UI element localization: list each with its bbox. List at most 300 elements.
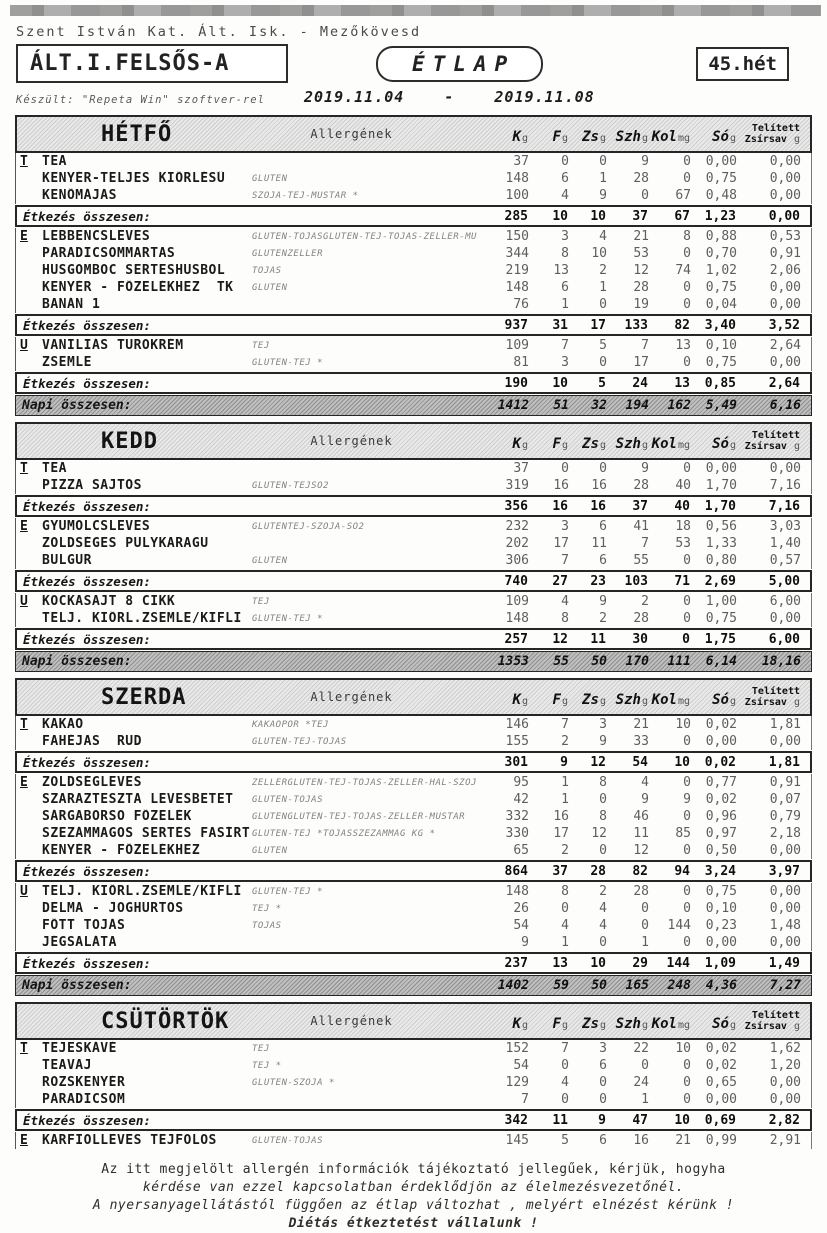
dish-allergens: ZELLERGLUTÉN-TEJ-TOJÁS-ZELLER-HAL-SZÓJ	[252, 777, 477, 788]
dish-value: 0,00	[769, 901, 801, 916]
column-label: Szh	[615, 129, 641, 145]
dish-value: 6	[561, 280, 569, 295]
dish-value: 13	[553, 263, 569, 278]
dish-value: 129	[505, 1075, 529, 1090]
meal-total-value: 6,00	[768, 631, 800, 647]
row-values	[480, 632, 810, 647]
column-label: K	[512, 129, 521, 145]
day-name: KEDD	[101, 428, 158, 454]
column-headers	[480, 1010, 810, 1032]
dish-value: 0	[683, 884, 691, 899]
row-values	[480, 574, 810, 589]
day-table	[15, 1002, 812, 1149]
dish-value: 0,91	[769, 775, 801, 790]
dish-value: 0,53	[769, 229, 801, 244]
dish-value: 0	[683, 594, 691, 609]
dish-value: 232	[505, 519, 529, 534]
dish-value: 0,75	[705, 171, 737, 186]
dish-allergens: GLUTÉN-TEJ *	[252, 613, 324, 624]
meal-total-value: 37	[632, 498, 648, 514]
dish-value: 0,75	[705, 611, 737, 626]
column-headers	[480, 123, 810, 145]
meal-total-value: 10	[674, 1112, 690, 1128]
dish-allergens: GLUTÉN-TOJÁSGLUTÉN-TEJ-TOJÁS-ZELLER-MU	[252, 231, 477, 242]
dish-value: 0,75	[705, 884, 737, 899]
dish-value: 155	[505, 734, 529, 749]
dish-allergens: GLUTÉN-SZÓJA *	[252, 1077, 335, 1088]
dish-value: 8	[561, 611, 569, 626]
dish-value: 13	[675, 338, 691, 353]
meal-total-value: 10	[590, 955, 606, 971]
meal-total-value: 0,02	[704, 754, 736, 770]
meal-total-value: 82	[674, 317, 690, 333]
column-label: Szh	[615, 1016, 641, 1032]
dish-name: PARADICSOM	[42, 1092, 126, 1107]
dish-value: 0,00	[769, 1075, 801, 1090]
dish-value: 65	[513, 843, 529, 858]
dish-value: 2	[599, 263, 607, 278]
dish-allergens: TEJ *	[252, 1060, 282, 1071]
row-values	[480, 864, 810, 879]
week-number-box: 45.hét	[696, 47, 789, 81]
dish-value: 0,00	[769, 154, 801, 169]
scan-artifact-strip	[10, 5, 821, 16]
dish-name: TEA	[42, 461, 67, 476]
column-label: Só	[712, 692, 729, 708]
dish-allergens: GLUTÉN-TOJÁS	[252, 794, 324, 805]
row-values	[480, 956, 810, 971]
dish-value: 1,48	[769, 918, 801, 933]
meal-total-value: 1,49	[768, 955, 800, 971]
dish-value: 306	[505, 553, 529, 568]
meal-total-value: 10	[590, 208, 606, 224]
dish-row	[15, 460, 812, 477]
meal-total-row	[15, 372, 812, 394]
dish-value: 1,81	[769, 717, 801, 732]
footer-notes	[0, 1161, 827, 1233]
dish-name: KENYÉR - FŐZELÉKHEZ	[42, 843, 201, 858]
allergen-column-header: Allergének	[310, 1014, 393, 1028]
dish-allergens: GLUTÉN	[252, 173, 288, 184]
meal-total-value: 54	[632, 754, 648, 770]
meal-total-label: Étkezés összesen:	[23, 498, 151, 514]
dish-name: KENŐMÁJAS	[42, 188, 117, 203]
dish-value: 1	[561, 775, 569, 790]
footer-line: kérdése van ezzel kapcsolatban érdeklődjön az élelmezésvezetőnél.	[142, 1180, 685, 1195]
dish-value: 2	[599, 611, 607, 626]
meal-total-value: 16	[552, 498, 568, 514]
dish-value: 8	[599, 809, 607, 824]
meal-total-value: 937	[504, 317, 528, 333]
dish-allergens: GLUTÉN	[252, 555, 288, 566]
column-header-top: Telített	[751, 430, 800, 441]
column-header	[568, 129, 606, 145]
column-header-bottom	[736, 441, 800, 452]
dish-value: 22	[633, 1041, 649, 1056]
row-values	[481, 734, 811, 749]
meal-total-value: 37	[632, 208, 648, 224]
dish-row	[15, 1091, 812, 1108]
dish-value: 150	[505, 229, 529, 244]
meal-total-value: 3,97	[768, 863, 800, 879]
row-values	[481, 717, 811, 732]
column-header	[736, 1010, 800, 1032]
meal-total-value: 12	[590, 754, 606, 770]
column-header-bottom	[736, 697, 800, 708]
meal-total-row	[15, 570, 812, 592]
column-label: Só	[712, 436, 729, 452]
dish-value: 7	[561, 717, 569, 732]
footer-line: A nyersanyagellátástól függően az étlap változhat , melyért elnézést kérünk !	[92, 1198, 735, 1213]
dish-value: 4	[561, 918, 569, 933]
column-label: Só	[712, 1016, 729, 1032]
dish-value: 0,00	[769, 843, 801, 858]
dish-value: 8	[561, 246, 569, 261]
dish-value: 0	[683, 901, 691, 916]
dish-value: 0,48	[705, 188, 737, 203]
dish-value: 67	[675, 188, 691, 203]
column-header	[606, 1016, 648, 1032]
dish-value: 1,70	[705, 478, 737, 493]
dish-value: 0,10	[705, 901, 737, 916]
dish-value: 9	[641, 461, 649, 476]
dish-value: 0	[683, 461, 691, 476]
dish-value: 1	[641, 935, 649, 950]
dish-value: 148	[505, 884, 529, 899]
dish-name: TELJ. KIŐRL.ZSEMLE/KIFLI	[42, 884, 242, 899]
row-values	[481, 884, 811, 899]
dish-value: 2,91	[769, 1133, 801, 1148]
dish-value: 109	[505, 594, 529, 609]
dish-value: 0	[599, 154, 607, 169]
dish-value: 3	[561, 355, 569, 370]
dish-value: 9	[599, 188, 607, 203]
dish-value: 37	[513, 154, 529, 169]
dish-row	[15, 917, 812, 934]
dish-value: 28	[633, 171, 649, 186]
dish-value: 8	[599, 775, 607, 790]
dish-name: ROZSKENYÉR	[42, 1075, 126, 1090]
meal-total-label: Étkezés összesen:	[23, 1112, 151, 1128]
meal-total-label: Étkezés összesen:	[23, 573, 151, 589]
day-name: HÉTFŐ	[101, 121, 173, 147]
meal-total-value: 9	[598, 1112, 606, 1128]
dish-value: 0	[599, 355, 607, 370]
dish-row	[15, 900, 812, 917]
column-label: F	[552, 692, 561, 708]
dish-value: 0	[599, 792, 607, 807]
meal-total-value: 27	[552, 573, 568, 589]
day-header-row	[15, 115, 812, 153]
meal-total-value: 24	[632, 375, 648, 391]
dish-value: 100	[505, 188, 529, 203]
daily-total-value: 1402	[497, 978, 529, 993]
dish-value: 2	[561, 843, 569, 858]
dish-value: 145	[505, 1133, 529, 1148]
meal-total-label: Étkezés összesen:	[23, 317, 151, 333]
dish-name: KENYÉR - FŐZELÉKHEZ TK	[42, 280, 234, 295]
meal-total-row	[15, 495, 812, 517]
daily-total-value: 32	[591, 398, 607, 413]
dish-row	[15, 593, 812, 610]
row-values	[481, 280, 811, 295]
dish-value: 0,00	[769, 355, 801, 370]
dish-value: 0	[561, 461, 569, 476]
dish-row	[15, 1132, 812, 1149]
meal-total-value: 2,82	[768, 1112, 800, 1128]
meal-total-label: Étkezés összesen:	[23, 754, 151, 770]
dish-value: 12	[591, 826, 607, 841]
meal-total-row	[15, 1109, 812, 1131]
dish-value: 0,75	[705, 280, 737, 295]
dish-value: 1	[561, 792, 569, 807]
column-unit: g	[521, 1020, 528, 1031]
column-header	[568, 692, 606, 708]
meal-total-value: 0,00	[768, 208, 800, 224]
dish-row	[15, 733, 812, 750]
column-header	[648, 129, 690, 145]
dish-value: 0,00	[769, 188, 801, 203]
dish-value: 0,57	[769, 553, 801, 568]
menu-title-box: ÉTLAP	[376, 46, 543, 82]
row-values	[481, 229, 811, 244]
row-values	[480, 376, 810, 391]
dish-row	[15, 1057, 812, 1074]
column-label: Kol	[651, 129, 677, 145]
allergen-column-header: Allergének	[310, 434, 393, 448]
meal-type-marker: U	[20, 338, 28, 353]
meal-total-value: 1,75	[704, 631, 736, 647]
column-label: K	[512, 1016, 521, 1032]
column-header	[528, 692, 568, 708]
meal-total-value: 2,64	[768, 375, 800, 391]
column-header	[690, 1016, 736, 1032]
column-header	[528, 129, 568, 145]
row-values	[481, 1041, 811, 1056]
dish-row	[15, 791, 812, 808]
column-unit: mg	[677, 696, 690, 707]
dish-value: 81	[513, 355, 529, 370]
dish-name: TELJ. KIŐRL.ZSEMLE/KIFLI	[42, 611, 242, 626]
dish-row	[15, 262, 812, 279]
daily-total-row	[15, 975, 812, 996]
dish-value: 148	[505, 280, 529, 295]
dish-row	[15, 934, 812, 951]
dish-value: 0	[599, 297, 607, 312]
dish-value: 6	[599, 1133, 607, 1148]
dish-value: 4	[599, 901, 607, 916]
dish-value: 3	[599, 1041, 607, 1056]
dish-value: 0,97	[705, 826, 737, 841]
dish-name: BULGUR	[42, 553, 92, 568]
column-label: Zsírsav	[744, 134, 787, 145]
day-header-row	[15, 422, 812, 460]
dish-value: 0	[561, 1092, 569, 1107]
dish-value: 3	[599, 717, 607, 732]
dish-value: 0,50	[705, 843, 737, 858]
meal-total-value: 0	[682, 631, 690, 647]
dish-allergens: GLUTÉNTEJ-SZÓJA-SO2	[252, 521, 365, 532]
meal-total-value: 864	[504, 863, 528, 879]
row-values	[481, 611, 811, 626]
dish-value: 0,00	[769, 611, 801, 626]
column-unit: mg	[677, 1020, 690, 1031]
meal-total-value: 17	[590, 317, 606, 333]
daily-total-value: 7,27	[769, 978, 801, 993]
daily-total-value: 4,36	[705, 978, 737, 993]
dish-value: 1	[641, 1092, 649, 1107]
dish-value: 54	[513, 918, 529, 933]
meal-total-row	[15, 205, 812, 227]
row-values	[481, 1092, 811, 1107]
daily-total-value: 1412	[497, 398, 529, 413]
dish-name: FŐTT TOJÁS	[42, 918, 126, 933]
dish-value: 148	[505, 171, 529, 186]
dish-value: 21	[675, 1133, 691, 1148]
dish-value: 0	[599, 843, 607, 858]
dish-value: 2	[561, 734, 569, 749]
dish-value: 3	[561, 519, 569, 534]
dish-value: 0,00	[705, 935, 737, 950]
row-values	[481, 246, 811, 261]
row-values	[481, 154, 811, 169]
column-header-top: Telített	[751, 123, 800, 134]
row-values	[480, 318, 810, 333]
dish-name: ZÖLDSÉGES PULYKARAGU	[42, 536, 209, 551]
dish-value: 28	[633, 478, 649, 493]
dish-value: 0	[561, 154, 569, 169]
daily-total-label: Napi összesen:	[22, 978, 132, 993]
class-name-box: ÁLT.I.FELSŐS-A	[16, 44, 288, 83]
dish-row	[15, 170, 812, 187]
dish-value: 0,00	[705, 734, 737, 749]
meal-total-row	[15, 314, 812, 336]
column-unit: g	[641, 440, 648, 451]
dish-name: KAKAÓ	[42, 717, 84, 732]
meal-total-value: 12	[552, 631, 568, 647]
meal-total-value: 47	[632, 1112, 648, 1128]
dish-row	[15, 883, 812, 900]
column-header-bottom	[736, 1021, 800, 1032]
dish-value: 7	[561, 338, 569, 353]
dish-value: 16	[591, 478, 607, 493]
dish-value: 0	[683, 734, 691, 749]
dish-value: 17	[553, 536, 569, 551]
column-header	[568, 1016, 606, 1032]
dish-value: 26	[513, 901, 529, 916]
column-header-top: Telített	[751, 686, 800, 697]
column-label: Kol	[651, 692, 677, 708]
dish-allergens: GLUTÉN-TOJÁS	[252, 1135, 324, 1146]
meal-total-value: 9	[560, 754, 568, 770]
dish-value: 0	[599, 1092, 607, 1107]
dish-value: 12	[633, 263, 649, 278]
dish-value: 0,00	[769, 461, 801, 476]
daily-total-row	[15, 651, 812, 672]
dish-value: 76	[513, 297, 529, 312]
meal-total-row	[15, 628, 812, 650]
dish-value: 1	[599, 171, 607, 186]
dish-value: 4	[561, 594, 569, 609]
footer-diet-note: Diétás étkeztetést vállalunk !	[288, 1216, 539, 1231]
meal-type-marker: E	[20, 1133, 28, 1148]
meal-total-value: 40	[674, 498, 690, 514]
daily-total-value: 162	[667, 398, 691, 413]
meal-total-value: 5,00	[768, 573, 800, 589]
dish-value: 1,00	[705, 594, 737, 609]
column-unit: g	[729, 696, 736, 707]
meal-total-value: 356	[504, 498, 528, 514]
dish-row	[15, 1074, 812, 1091]
dish-value: 12	[633, 843, 649, 858]
meal-total-value: 37	[552, 863, 568, 879]
dish-value: 9	[599, 734, 607, 749]
column-unit: g	[729, 440, 736, 451]
column-label: Zs	[582, 129, 599, 145]
dish-name: FAHÉJAS RÚD	[42, 734, 142, 749]
dish-row	[15, 228, 812, 245]
meal-total-label: Étkezés összesen:	[23, 375, 151, 391]
day-table	[15, 115, 812, 416]
dish-value: 33	[633, 734, 649, 749]
dish-row	[15, 477, 812, 494]
dish-name: KOCKASAJT 8 CIKK	[42, 594, 176, 609]
dish-value: 9	[599, 594, 607, 609]
dish-allergens: GLUTÉN-TEJ *	[252, 357, 324, 368]
dish-row	[15, 354, 812, 371]
meal-total-value: 71	[674, 573, 690, 589]
dish-name: ZSEMLE	[42, 355, 92, 370]
column-label: Zsírsav	[744, 1021, 787, 1032]
dish-value: 8	[561, 884, 569, 899]
date-range	[304, 88, 595, 106]
column-header	[648, 692, 690, 708]
column-header	[480, 129, 528, 145]
dish-allergens: GLUTÉN	[252, 282, 288, 293]
dish-value: 6	[599, 1058, 607, 1073]
dish-value: 0,02	[705, 1041, 737, 1056]
dish-name: ZÖLDSÉGLEVES	[42, 775, 142, 790]
dish-row	[15, 1040, 812, 1057]
dish-value: 1,62	[769, 1041, 801, 1056]
row-values	[481, 478, 811, 493]
meal-type-marker: U	[20, 884, 28, 899]
column-header	[528, 436, 568, 452]
column-header	[648, 436, 690, 452]
daily-total-label: Napi összesen:	[22, 654, 132, 669]
daily-total-value: 55	[553, 654, 569, 669]
dish-name: SZEZÁMMAGOS SERTÉS FASÍRT	[42, 826, 251, 841]
dish-row	[15, 552, 812, 569]
dish-value: 6	[561, 171, 569, 186]
row-values	[481, 809, 811, 824]
meal-total-value: 740	[504, 573, 528, 589]
dish-allergens: SZÓJA-TEJ-MUSTÁR *	[252, 190, 359, 201]
meal-total-value: 133	[624, 317, 648, 333]
meal-total-value: 190	[504, 375, 528, 391]
dish-value: 0,00	[769, 280, 801, 295]
dish-value: 16	[633, 1133, 649, 1148]
dish-value: 319	[505, 478, 529, 493]
dish-value: 2,18	[769, 826, 801, 841]
dish-row	[15, 518, 812, 535]
meal-total-value: 0,85	[704, 375, 736, 391]
meal-total-value: 3,24	[704, 863, 736, 879]
meal-type-marker: E	[20, 519, 28, 534]
dish-row	[15, 337, 812, 354]
dish-value: 0	[683, 355, 691, 370]
dish-value: 28	[633, 884, 649, 899]
